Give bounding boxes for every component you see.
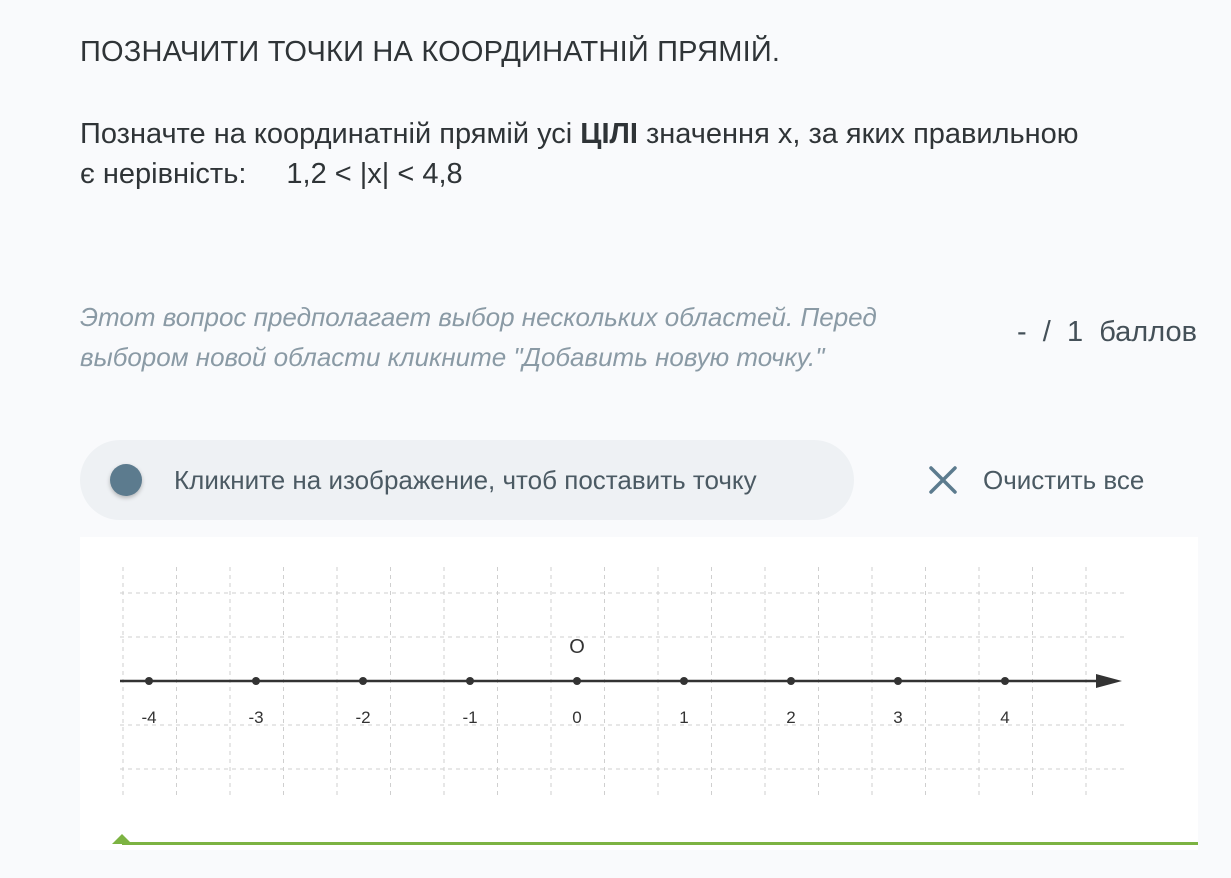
question-text (80, 114, 1080, 194)
tick-dot (145, 677, 153, 685)
tick-label: 0 (572, 708, 582, 727)
inequality: 1,2 < |x| < 4,8 (286, 158, 463, 190)
close-icon (925, 462, 961, 498)
page-title: ПОЗНАЧИТИ ТОЧКИ НА КООРДИНАТНІЙ ПРЯМІЙ. (80, 36, 781, 68)
axis-arrow (1096, 674, 1122, 688)
tick-label: -3 (248, 708, 264, 727)
tick-dot (359, 677, 367, 685)
tick-label: 3 (893, 708, 903, 727)
tick-dot (680, 677, 688, 685)
tick-label: 4 (1000, 708, 1010, 727)
number-line-image[interactable] (80, 537, 1198, 850)
tick-dot (1001, 677, 1009, 685)
clear-all-button[interactable] (925, 460, 1144, 500)
score-unit: баллов (1099, 316, 1197, 348)
question-bold: ЦІЛІ (580, 118, 638, 150)
tick-label: -2 (355, 708, 371, 727)
point-dot-icon (110, 464, 142, 496)
add-point-label: Кликните на изображение, чтоб поставить точку (174, 464, 757, 495)
tick-label: -1 (462, 708, 478, 727)
tick-label: 1 (679, 708, 689, 727)
tick-dot (252, 677, 260, 685)
score-total: 1 (1066, 316, 1084, 348)
bottom-divider (122, 842, 1198, 845)
clear-all-label: Очистить все (983, 464, 1145, 495)
grid (120, 567, 1125, 799)
tick-label: 2 (786, 708, 796, 727)
origin-label: O (569, 636, 585, 658)
hint-text: Этот вопрос предполагает выбор нескольких областей. Перед выбором новой области кликните "Добавить новую точку." (80, 302, 877, 372)
tick-dot (466, 677, 474, 685)
tick-label: -4 (141, 708, 157, 727)
add-point-button[interactable] (80, 440, 854, 520)
question-part1: Позначте на координатній прямій усі (80, 118, 581, 150)
bottom-marker (112, 834, 132, 844)
tick-dot (787, 677, 795, 685)
question-part2: значення x, за яких правильною є нерівність: (80, 118, 1079, 190)
score-separator: / (1042, 316, 1051, 348)
tick-dot (894, 677, 902, 685)
tick-dot (573, 677, 581, 685)
score-earned: - (1016, 316, 1027, 348)
score (1017, 316, 1197, 349)
